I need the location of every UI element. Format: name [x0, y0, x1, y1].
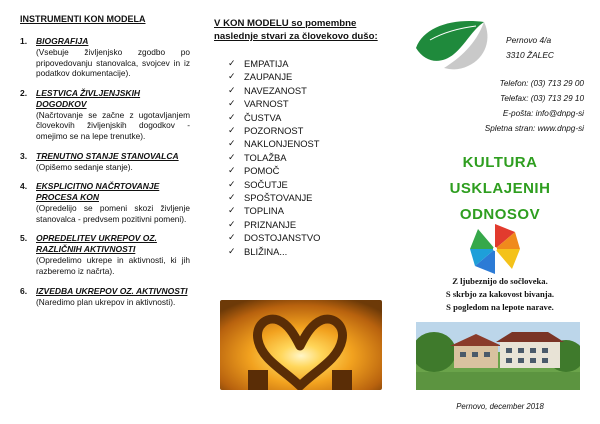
value-label: TOPLINA: [244, 205, 284, 217]
value-item: [228, 137, 392, 150]
checkmark-icon: ✓: [228, 178, 236, 189]
checkmark-icon: ✓: [228, 205, 236, 216]
slogan-line: USKLAJENIH: [449, 180, 551, 197]
instrument-heading: [20, 181, 190, 203]
value-label: POMOČ: [244, 165, 280, 177]
building-photo: [416, 322, 580, 390]
motto-line: S pogledom na lepote narave.: [446, 302, 554, 312]
instrument-item: [20, 286, 190, 308]
instrument-title: OPREDELITEV UKREPOV OZ. RAZLIČNIH AKTIVNOSTI: [36, 233, 157, 255]
address-city: 3310 ŽALEC: [506, 50, 554, 60]
value-label: BLIŽINA...: [244, 245, 288, 257]
instrument-item: [20, 233, 190, 276]
instrument-heading: [20, 233, 190, 255]
values-heading: [214, 17, 392, 43]
instrument-title: IZVEDBA UKREPOV OZ. AKTIVNOSTI: [36, 285, 188, 296]
instrument-description: (Opredelijo se pomeni skozi življenje stanovalca - predvsem pozitivni pomeni).: [36, 203, 190, 224]
motto: [400, 275, 600, 314]
contact-block: [485, 76, 584, 136]
checkmark-icon: ✓: [228, 165, 236, 176]
instrument-heading: [20, 286, 190, 297]
checkmark-icon: ✓: [228, 71, 236, 82]
value-item: [228, 178, 392, 191]
checkmark-icon: ✓: [228, 218, 236, 229]
instrument-title: EKSPLICITNO NAČRTOVANJE PROCESA KON: [36, 181, 160, 203]
value-item: [228, 97, 392, 110]
value-item: [228, 218, 392, 231]
value-item: [228, 151, 392, 164]
instrument-number: 5.: [20, 233, 28, 244]
checkmark-icon: ✓: [228, 232, 236, 243]
heart-hands-sunset-photo: [220, 300, 382, 390]
checkmark-icon: ✓: [228, 98, 236, 109]
instrument-title: LESTVICA ŽIVLJENJSKIH DOGODKOV: [36, 87, 141, 109]
values-heading-model: V KON MODELU: [214, 18, 289, 29]
instrument-title: TRENUTNO STANJE STANOVALCA: [36, 150, 179, 161]
instrument-number: 4.: [20, 181, 28, 192]
values-column: [200, 0, 400, 424]
value-item: [228, 124, 392, 137]
value-label: POZORNOST: [244, 125, 304, 137]
value-label: PRIZNANJE: [244, 218, 297, 230]
instrument-heading: [20, 88, 190, 110]
checkmark-icon: ✓: [228, 151, 236, 162]
value-item: [228, 57, 392, 70]
checkmark-icon: ✓: [228, 192, 236, 203]
checkmark-icon: ✓: [228, 125, 236, 136]
instrument-title: BIOGRAFIJA: [36, 36, 89, 46]
instruments-column: [0, 0, 200, 424]
checkmark-icon: ✓: [228, 111, 236, 122]
home-logo: [414, 18, 502, 70]
value-item: [228, 164, 392, 177]
instrument-number: 6.: [20, 285, 28, 296]
checkmark-icon: ✓: [228, 58, 236, 68]
value-label: SPOŠTOVANJE: [244, 192, 313, 204]
value-item: [228, 111, 392, 124]
footer-date: Pernovo, december 2018: [456, 402, 544, 411]
value-label: VARNOST: [244, 98, 289, 110]
value-label: NAKLONJENOST: [244, 138, 320, 150]
value-item: [228, 191, 392, 204]
instrument-number: 3.: [20, 150, 28, 161]
value-item: [228, 84, 392, 97]
value-item: [228, 204, 392, 217]
motto-line: S skrbjo za kakovost bivanja.: [445, 289, 555, 299]
instrument-item: [20, 88, 190, 142]
web-text: Spletna stran: www.dnpg-si: [484, 124, 584, 133]
address-street: Pernovo 4/a: [506, 35, 552, 45]
instrument-item: [20, 36, 190, 79]
instrument-item: [20, 151, 190, 173]
address-block: [506, 33, 554, 63]
pinwheel-icon: [468, 222, 522, 276]
instruments-title: INSTRUMENTI KON MODELA: [20, 14, 146, 24]
fax-text: Telefax: (03) 713 29 10: [500, 94, 584, 103]
values-heading-rest: so pomembne naslednje stvari za človekovo dušo:: [214, 18, 378, 42]
value-label: ZAUPANJE: [244, 71, 293, 83]
checkmark-icon: ✓: [228, 245, 236, 256]
value-label: SOČUTJE: [244, 178, 288, 190]
checkmark-icon: ✓: [228, 138, 236, 149]
slogan-line: ODNOSOV: [459, 206, 541, 223]
values-list: [214, 57, 392, 258]
instrument-heading: [20, 151, 190, 162]
value-label: NAVEZANOST: [244, 84, 307, 96]
value-label: DOSTOJANSTVO: [244, 232, 321, 244]
instrument-description: (Vsebuje življenjsko zgodbo po pripovedovanju stanovalca, svojcev in iz podatkov dokumentacije).: [36, 47, 190, 79]
checkmark-icon: ✓: [228, 84, 236, 95]
slogan: [400, 150, 600, 228]
instrument-description: (Opredelimo ukrepe in aktivnosti, ki jih razberemo iz načrta).: [36, 255, 190, 276]
value-item: [228, 245, 392, 258]
instrument-number: 2.: [20, 87, 28, 98]
instrument-description: (Naredimo plan ukrepov in aktivnosti).: [36, 296, 176, 307]
instrument-description: (Opišemo sedanje stanje).: [36, 161, 133, 172]
value-item: [228, 70, 392, 83]
email-text: E-pošta: info@dnpg-si: [502, 109, 584, 118]
instrument-heading: [20, 36, 190, 47]
value-label: TOLAŽBA: [244, 151, 287, 163]
instrument-item: [20, 181, 190, 224]
instrument-description: (Načrtovanje se začne z ugotavljanjem človekovih življenjskih dogodkov - omejimo se na lepe trenutke).: [36, 109, 190, 141]
slogan-line: KULTURA: [462, 154, 538, 171]
contact-column: [400, 0, 600, 424]
motto-line: Z ljubeznijo do sočloveka.: [452, 276, 548, 286]
instrument-number: 1.: [20, 36, 28, 46]
value-label: EMPATIJA: [244, 58, 289, 69]
phone-text: Telefon: (03) 713 29 00: [499, 79, 584, 88]
value-item: [228, 231, 392, 244]
value-label: ČUSTVA: [244, 111, 282, 123]
